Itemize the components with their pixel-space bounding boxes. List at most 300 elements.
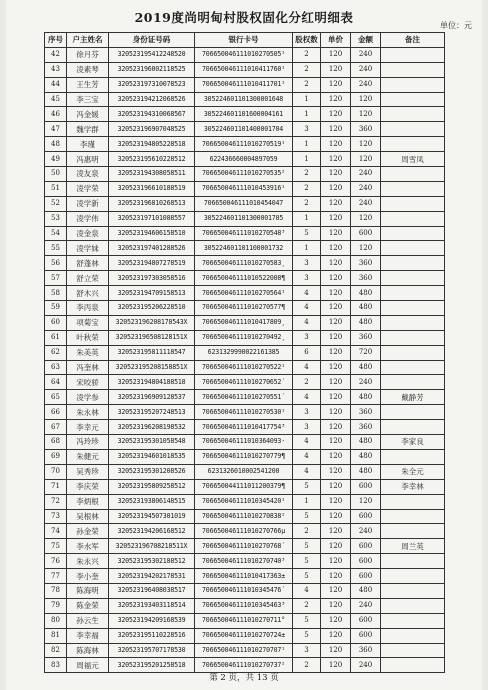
row-index: 63 xyxy=(45,360,67,375)
row-name: 舒木兴 xyxy=(67,286,109,301)
row-name: 陈海林 xyxy=(67,643,109,658)
row-id-number: 320523196909128537 xyxy=(109,390,195,405)
row-shares: 1 xyxy=(293,107,321,122)
table-row xyxy=(45,241,445,256)
row-id-number: 320523194209168539 xyxy=(109,613,195,628)
table-row xyxy=(45,271,445,286)
row-unit-price: 120 xyxy=(321,62,351,77)
row-shares: 4 xyxy=(293,315,321,330)
row-remarks xyxy=(381,226,445,241)
row-name: 李庆荣 xyxy=(67,479,109,494)
row-unit-price: 120 xyxy=(321,583,351,598)
row-shares: 2 xyxy=(293,62,321,77)
row-id-number: 320523194206168512 xyxy=(109,524,195,539)
row-name: 凌友泉 xyxy=(67,167,109,182)
row-bank-card: 305224601101300001648 xyxy=(195,92,293,107)
row-shares: 3 xyxy=(293,405,321,420)
row-remarks: 周兰英 xyxy=(381,539,445,554)
table-row xyxy=(45,613,445,628)
row-id-number: 320523196002118525 xyxy=(109,62,195,77)
row-index: 58 xyxy=(45,286,67,301)
row-remarks xyxy=(381,256,445,271)
row-id-number: 320523194601018535 xyxy=(109,449,195,464)
row-bank-card: 706650046111010270737² xyxy=(195,658,293,673)
row-remarks xyxy=(381,107,445,122)
row-amount: 240 xyxy=(351,196,381,211)
table-row xyxy=(45,479,445,494)
row-id-number: 320523195302188512 xyxy=(109,554,195,569)
row-bank-card: 706650046111010417363± xyxy=(195,569,293,584)
row-name: 李炳根 xyxy=(67,494,109,509)
header-bank-card: 银行卡号 xyxy=(195,33,293,48)
row-name: 周福元 xyxy=(67,658,109,673)
row-shares: 4 xyxy=(293,464,321,479)
table-row xyxy=(45,569,445,584)
row-amount: 480 xyxy=(351,449,381,464)
row-unit-price: 120 xyxy=(321,92,351,107)
row-bank-card: 305224601101300001705 xyxy=(195,211,293,226)
row-amount: 240 xyxy=(351,524,381,539)
row-unit-price: 120 xyxy=(321,494,351,509)
table-row xyxy=(45,464,445,479)
row-unit-price: 120 xyxy=(321,137,351,152)
row-remarks xyxy=(381,241,445,256)
row-id-number: 320523194507301019 xyxy=(109,509,195,524)
row-unit-price: 120 xyxy=(321,554,351,569)
row-remarks: 戴静芳 xyxy=(381,390,445,405)
row-remarks xyxy=(381,420,445,435)
row-shares: 5 xyxy=(293,539,321,554)
row-remarks xyxy=(381,315,445,330)
table-row xyxy=(45,62,445,77)
row-remarks xyxy=(381,405,445,420)
row-name: 孙云生 xyxy=(67,613,109,628)
row-amount: 240 xyxy=(351,375,381,390)
row-shares: 4 xyxy=(293,286,321,301)
row-name: 李瑾 xyxy=(67,137,109,152)
row-bank-card: 706650046111010454047 xyxy=(195,196,293,211)
row-name: 陈金荣 xyxy=(67,598,109,613)
row-shares: 4 xyxy=(293,301,321,316)
row-id-number: 320523195206228510 xyxy=(109,301,195,316)
row-shares: 1 xyxy=(293,241,321,256)
table-row xyxy=(45,315,445,330)
row-bank-card: 706650046111010417809¸ xyxy=(195,315,293,330)
row-index: 79 xyxy=(45,598,67,613)
row-name: 冯奎林 xyxy=(67,360,109,375)
row-name: 李丙泉 xyxy=(67,301,109,316)
row-amount: 720 xyxy=(351,345,381,360)
row-remarks: 周雪凤 xyxy=(381,152,445,167)
row-unit-price: 120 xyxy=(321,464,351,479)
row-shares: 4 xyxy=(293,583,321,598)
row-id-number: 320523194807278519 xyxy=(109,256,195,271)
row-id-number: 320523194212068526 xyxy=(109,92,195,107)
row-index: 49 xyxy=(45,152,67,167)
row-shares: 1 xyxy=(293,494,321,509)
row-index: 44 xyxy=(45,77,67,92)
row-name: 凌学新 xyxy=(67,196,109,211)
row-shares: 2 xyxy=(293,196,321,211)
row-bank-card: 706650046111010270583¸ xyxy=(195,256,293,271)
row-shares: 5 xyxy=(293,554,321,569)
header-unit-price: 单价 xyxy=(321,33,351,48)
table-row xyxy=(45,122,445,137)
row-id-number: 320523197303058516 xyxy=(109,271,195,286)
row-id-number: 320523194310068567 xyxy=(109,107,195,122)
table-row xyxy=(45,196,445,211)
row-remarks xyxy=(381,345,445,360)
row-name: 朱美英 xyxy=(67,345,109,360)
row-bank-card: 706650046111010453916¹ xyxy=(195,181,293,196)
row-bank-card: 706650046111010345476´ xyxy=(195,583,293,598)
row-index: 45 xyxy=(45,92,67,107)
row-name: 李幸福 xyxy=(67,628,109,643)
row-amount: 120 xyxy=(351,92,381,107)
row-name: 李三宝 xyxy=(67,92,109,107)
row-bank-card: 706650046111010270535² xyxy=(195,167,293,182)
row-bank-card: 706650046111010411760¹ xyxy=(195,62,293,77)
table-row xyxy=(45,554,445,569)
row-index: 47 xyxy=(45,122,67,137)
row-id-number: 320523194606158510 xyxy=(109,226,195,241)
row-bank-card: 706650046111010270740³ xyxy=(195,554,293,569)
row-id-number: 320523195412248520 xyxy=(109,47,195,62)
row-name: 凌学妹 xyxy=(67,241,109,256)
row-index: 81 xyxy=(45,628,67,643)
row-bank-card: 706650046111010345420¹ xyxy=(195,494,293,509)
header-amount: 金额 xyxy=(351,33,381,48)
row-id-number: 320523195201258518 xyxy=(109,658,195,673)
row-amount: 120 xyxy=(351,494,381,509)
row-remarks xyxy=(381,509,445,524)
row-index: 83 xyxy=(45,658,67,673)
row-bank-card: 706650046111010270548³ xyxy=(195,226,293,241)
row-bank-card: 305224601101600004161 xyxy=(195,107,293,122)
row-name: 舒蓬林 xyxy=(67,256,109,271)
row-bank-card: 305224601101100001732 xyxy=(195,241,293,256)
row-bank-card: 706650046111010364093· xyxy=(195,435,293,450)
row-index: 75 xyxy=(45,539,67,554)
row-shares: 5 xyxy=(293,569,321,584)
row-amount: 480 xyxy=(351,583,381,598)
row-shares: 3 xyxy=(293,256,321,271)
row-amount: 240 xyxy=(351,62,381,77)
row-unit-price: 120 xyxy=(321,196,351,211)
row-index: 68 xyxy=(45,435,67,450)
table-row xyxy=(45,301,445,316)
row-index: 80 xyxy=(45,613,67,628)
row-id-number: 320523196208198532 xyxy=(109,420,195,435)
row-bank-card: 706650046111010522008¶ xyxy=(195,271,293,286)
row-index: 67 xyxy=(45,420,67,435)
row-shares: 4 xyxy=(293,390,321,405)
row-remarks xyxy=(381,137,445,152)
row-unit-price: 120 xyxy=(321,643,351,658)
row-amount: 600 xyxy=(351,509,381,524)
row-amount: 480 xyxy=(351,315,381,330)
row-bank-card: 706650046111010270711° xyxy=(195,613,293,628)
row-unit-price: 120 xyxy=(321,241,351,256)
row-bank-card: 706650046111010270577¶ xyxy=(195,301,293,316)
row-index: 82 xyxy=(45,643,67,658)
row-shares: 4 xyxy=(293,435,321,450)
row-bank-card: 706650046111010270505¹ xyxy=(195,47,293,62)
row-amount: 120 xyxy=(351,107,381,122)
table-row xyxy=(45,643,445,658)
row-index: 56 xyxy=(45,256,67,271)
row-shares: 3 xyxy=(293,643,321,658)
row-id-number: 320523197310078523 xyxy=(109,77,195,92)
row-unit-price: 120 xyxy=(321,390,351,405)
row-remarks xyxy=(381,330,445,345)
row-shares: 2 xyxy=(293,167,321,182)
row-unit-price: 120 xyxy=(321,375,351,390)
row-unit-price: 120 xyxy=(321,167,351,182)
row-id-number: 320523196907048525 xyxy=(109,122,195,137)
row-bank-card: 305224601101400001704 xyxy=(195,122,293,137)
row-id-number: 320523194805228518 xyxy=(109,137,195,152)
row-name: 朱永林 xyxy=(67,405,109,420)
row-index: 62 xyxy=(45,345,67,360)
row-amount: 600 xyxy=(351,554,381,569)
table-row xyxy=(45,628,445,643)
row-amount: 600 xyxy=(351,628,381,643)
row-shares: 2 xyxy=(293,77,321,92)
row-unit-price: 120 xyxy=(321,628,351,643)
row-unit-price: 120 xyxy=(321,539,351,554)
table-row xyxy=(45,524,445,539)
row-unit-price: 120 xyxy=(321,360,351,375)
row-shares: 3 xyxy=(293,330,321,345)
row-id-number: 320523197401288526 xyxy=(109,241,195,256)
row-index: 54 xyxy=(45,226,67,241)
row-amount: 120 xyxy=(351,241,381,256)
row-remarks xyxy=(381,62,445,77)
row-amount: 360 xyxy=(351,643,381,658)
table-row xyxy=(45,181,445,196)
row-amount: 600 xyxy=(351,479,381,494)
row-index: 42 xyxy=(45,47,67,62)
document-sheet xyxy=(6,0,482,690)
table-row xyxy=(45,226,445,241)
row-name: 魏学群 xyxy=(67,122,109,137)
row-index: 60 xyxy=(45,315,67,330)
row-bank-card: 706650046111010270564¹ xyxy=(195,286,293,301)
row-bank-card: 706650046111010270768´ xyxy=(195,539,293,554)
table-row xyxy=(45,152,445,167)
row-remarks xyxy=(381,211,445,226)
row-name: 冯玲珍 xyxy=(67,435,109,450)
row-remarks: 李家良 xyxy=(381,435,445,450)
table-row xyxy=(45,47,445,62)
row-unit-price: 120 xyxy=(321,658,351,673)
row-index: 72 xyxy=(45,494,67,509)
row-name: 吴秀珍 xyxy=(67,464,109,479)
row-unit-price: 120 xyxy=(321,405,351,420)
row-amount: 480 xyxy=(351,286,381,301)
row-remarks xyxy=(381,271,445,286)
row-id-number: 320523196610188519 xyxy=(109,181,195,196)
row-unit-price: 120 xyxy=(321,509,351,524)
row-amount: 480 xyxy=(351,390,381,405)
row-remarks xyxy=(381,598,445,613)
row-amount: 240 xyxy=(351,167,381,182)
row-index: 57 xyxy=(45,271,67,286)
row-amount: 360 xyxy=(351,405,381,420)
row-name: 朱永兴 xyxy=(67,554,109,569)
row-remarks xyxy=(381,628,445,643)
row-amount: 480 xyxy=(351,464,381,479)
table-row xyxy=(45,375,445,390)
row-remarks xyxy=(381,47,445,62)
row-bank-card: 706650046111010270779¶ xyxy=(195,449,293,464)
row-id-number: 320523195207248513 xyxy=(109,405,195,420)
row-name: 陈海明 xyxy=(67,583,109,598)
row-unit-price: 120 xyxy=(321,315,351,330)
row-bank-card: 706650046111010270838² xyxy=(195,509,293,524)
row-bank-card: 706650046111010417754³ xyxy=(195,420,293,435)
row-remarks: 朱全元 xyxy=(381,464,445,479)
row-remarks xyxy=(381,569,445,584)
row-bank-card: 706650046111010411701¹ xyxy=(195,77,293,92)
row-name: 冯金媛 xyxy=(67,107,109,122)
table-row xyxy=(45,211,445,226)
row-amount: 240 xyxy=(351,77,381,92)
row-remarks xyxy=(381,286,445,301)
row-remarks xyxy=(381,92,445,107)
row-remarks xyxy=(381,643,445,658)
row-index: 76 xyxy=(45,554,67,569)
row-index: 66 xyxy=(45,405,67,420)
table-row xyxy=(45,107,445,122)
row-name: 徐月芬 xyxy=(67,47,109,62)
row-index: 48 xyxy=(45,137,67,152)
table-row xyxy=(45,539,445,554)
row-name: 李幸元 xyxy=(67,420,109,435)
row-remarks xyxy=(381,301,445,316)
row-amount: 480 xyxy=(351,301,381,316)
row-unit-price: 120 xyxy=(321,330,351,345)
row-id-number: 320523195707178530 xyxy=(109,643,195,658)
row-shares: 1 xyxy=(293,152,321,167)
row-shares: 1 xyxy=(293,92,321,107)
row-bank-card: 706650046111010270522¹ xyxy=(195,360,293,375)
row-id-number: 320523195301058548 xyxy=(109,435,195,450)
row-remarks xyxy=(381,613,445,628)
row-id-number: 320523194308058511 xyxy=(109,167,195,182)
row-remarks xyxy=(381,196,445,211)
header-remarks: 备注 xyxy=(381,33,445,48)
row-bank-card: 706650046111010270551´ xyxy=(195,390,293,405)
row-id-number: 320523193806148515 xyxy=(109,494,195,509)
row-name: 凌学伟 xyxy=(67,211,109,226)
row-index: 77 xyxy=(45,569,67,584)
header-shares: 股权数 xyxy=(293,33,321,48)
row-remarks xyxy=(381,360,445,375)
row-unit-price: 120 xyxy=(321,286,351,301)
row-id-number: 320523195811118547 xyxy=(109,345,195,360)
row-name: 舒立荣 xyxy=(67,271,109,286)
row-unit-price: 120 xyxy=(321,301,351,316)
table-header-row xyxy=(45,33,445,48)
row-name: 宋咬骄 xyxy=(67,375,109,390)
row-index: 43 xyxy=(45,62,67,77)
table-row xyxy=(45,405,445,420)
row-unit-price: 120 xyxy=(321,256,351,271)
row-unit-price: 120 xyxy=(321,435,351,450)
row-id-number: 320523196708218511X xyxy=(109,539,195,554)
row-index: 70 xyxy=(45,464,67,479)
row-shares: 4 xyxy=(293,360,321,375)
page-footer: 第 2 页，共 13 页 xyxy=(209,673,279,683)
row-shares: 3 xyxy=(293,271,321,286)
row-shares: 5 xyxy=(293,226,321,241)
row-bank-card: 706650046111010270530¹ xyxy=(195,405,293,420)
table-row xyxy=(45,256,445,271)
table-row xyxy=(45,330,445,345)
row-bank-card: 706650046111010270766µ xyxy=(195,524,293,539)
row-amount: 360 xyxy=(351,420,381,435)
row-index: 52 xyxy=(45,196,67,211)
table-row xyxy=(45,420,445,435)
row-name: 孙金荣 xyxy=(67,524,109,539)
row-unit-price: 120 xyxy=(321,152,351,167)
row-index: 73 xyxy=(45,509,67,524)
row-index: 78 xyxy=(45,583,67,598)
row-id-number: 320523194804188518 xyxy=(109,375,195,390)
row-name: 朱健元 xyxy=(67,449,109,464)
row-unit-price: 120 xyxy=(321,524,351,539)
table-row xyxy=(45,598,445,613)
row-unit-price: 120 xyxy=(321,449,351,464)
row-shares: 1 xyxy=(293,137,321,152)
row-index: 69 xyxy=(45,449,67,464)
table-row xyxy=(45,435,445,450)
table-row xyxy=(45,286,445,301)
row-unit-price: 120 xyxy=(321,211,351,226)
row-shares: 2 xyxy=(293,598,321,613)
row-amount: 600 xyxy=(351,569,381,584)
row-index: 50 xyxy=(45,167,67,182)
row-amount: 240 xyxy=(351,658,381,673)
row-amount: 240 xyxy=(351,47,381,62)
unit-label: 单位：元 xyxy=(440,21,472,30)
row-amount: 360 xyxy=(351,122,381,137)
document-title: 2019度尚明甸村股权固化分红明细表 xyxy=(134,10,354,25)
table-row xyxy=(45,583,445,598)
row-shares: 2 xyxy=(293,47,321,62)
row-shares: 2 xyxy=(293,524,321,539)
row-bank-card: 6231329990022161385 xyxy=(195,345,293,360)
table-body xyxy=(45,47,445,672)
row-remarks xyxy=(381,554,445,569)
row-unit-price: 120 xyxy=(321,181,351,196)
row-index: 61 xyxy=(45,330,67,345)
row-shares: 3 xyxy=(293,420,321,435)
row-id-number: 320523195301208526 xyxy=(109,464,195,479)
row-amount: 360 xyxy=(351,330,381,345)
row-amount: 120 xyxy=(351,152,381,167)
row-id-number: 320523196208178543X xyxy=(109,315,195,330)
row-remarks xyxy=(381,122,445,137)
row-unit-price: 120 xyxy=(321,479,351,494)
row-index: 65 xyxy=(45,390,67,405)
row-amount: 360 xyxy=(351,256,381,271)
row-remarks xyxy=(381,181,445,196)
table-row xyxy=(45,92,445,107)
row-id-number: 320523196508128151X xyxy=(109,330,195,345)
